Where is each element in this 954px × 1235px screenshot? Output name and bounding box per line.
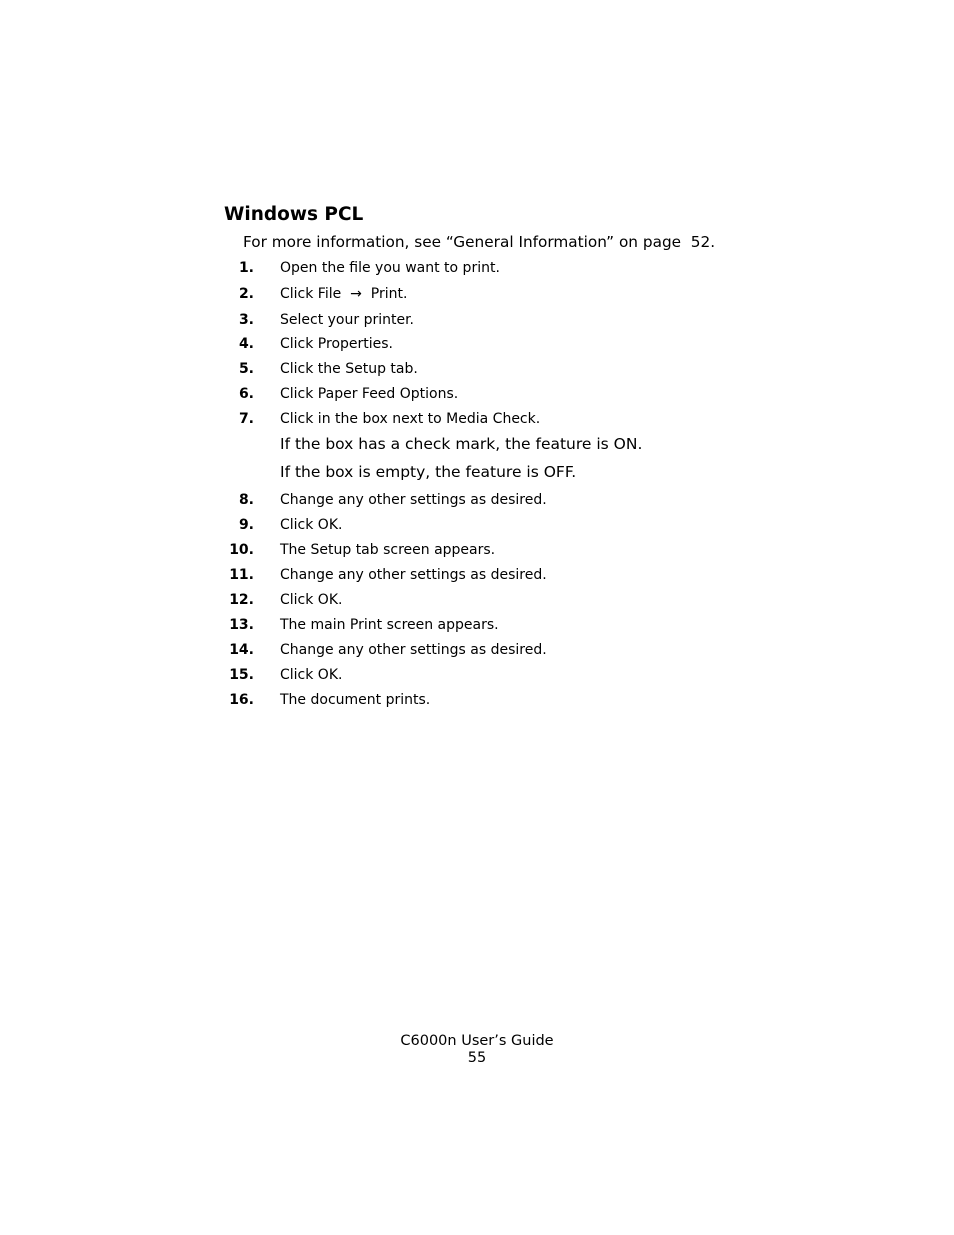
- step-number: 10.: [229, 542, 254, 558]
- list-item: [0, 384, 954, 404]
- step-number: 14.: [229, 642, 254, 658]
- step-text: Click Paper Feed Options.: [280, 386, 459, 402]
- step-text: Click File → Print.: [280, 286, 408, 302]
- step-number: 12.: [229, 592, 254, 608]
- step-number: 6.: [238, 386, 254, 402]
- step-number: 1.: [238, 260, 254, 276]
- step-number: 15.: [229, 667, 254, 683]
- step-number: 4.: [238, 336, 254, 352]
- list-item: [0, 565, 954, 585]
- step-number: 7.: [238, 411, 254, 427]
- page-number: 55: [467, 1050, 487, 1066]
- list-item: [0, 615, 954, 635]
- step-text: The Setup tab screen appears.: [280, 542, 496, 558]
- step-number: 16.: [229, 692, 254, 708]
- step-text: Open the file you want to print.: [280, 260, 500, 276]
- step-text: Change any other settings as desired.: [280, 492, 547, 508]
- intro-text: For more information, see “General Information” on page 52.: [243, 233, 716, 251]
- note-text: If the box is empty, the feature is OFF.: [280, 463, 577, 481]
- step-text: Click the Setup tab.: [280, 361, 418, 377]
- list-item: [0, 258, 954, 278]
- step-number: 5.: [238, 361, 254, 377]
- list-item: [0, 515, 954, 535]
- step-text: The document prints.: [280, 692, 431, 708]
- footer-guide-title: C6000n User’s Guide: [400, 1033, 554, 1049]
- step-text: The main Print screen appears.: [280, 617, 499, 633]
- list-item: [0, 490, 954, 510]
- step-number: 8.: [238, 492, 254, 508]
- list-item: [0, 359, 954, 379]
- list-item: [0, 409, 954, 429]
- list-item: [0, 590, 954, 610]
- list-item: [0, 310, 954, 330]
- step-text: Click Properties.: [280, 336, 394, 352]
- list-item: [0, 665, 954, 685]
- list-item: [0, 284, 954, 304]
- list-item: [0, 540, 954, 560]
- step-number: 11.: [229, 567, 254, 583]
- step-text: Change any other settings as desired.: [280, 567, 547, 583]
- list-item: [0, 334, 954, 354]
- step-number: 9.: [238, 517, 254, 533]
- step-number: 2.: [238, 286, 254, 302]
- step-text: Change any other settings as desired.: [280, 642, 547, 658]
- list-item: [0, 640, 954, 660]
- section-heading: Windows PCL: [224, 204, 364, 225]
- step-text: Click OK.: [280, 592, 343, 608]
- step-text: Click in the box next to Media Check.: [280, 411, 541, 427]
- step-number: 3.: [238, 312, 254, 328]
- list-item: [0, 690, 954, 710]
- step-text: Select your printer.: [280, 312, 414, 328]
- note-text: If the box has a check mark, the feature is ON.: [280, 435, 643, 453]
- step-text: Click OK.: [280, 517, 343, 533]
- step-number: 13.: [229, 617, 254, 633]
- step-text: Click OK.: [280, 667, 343, 683]
